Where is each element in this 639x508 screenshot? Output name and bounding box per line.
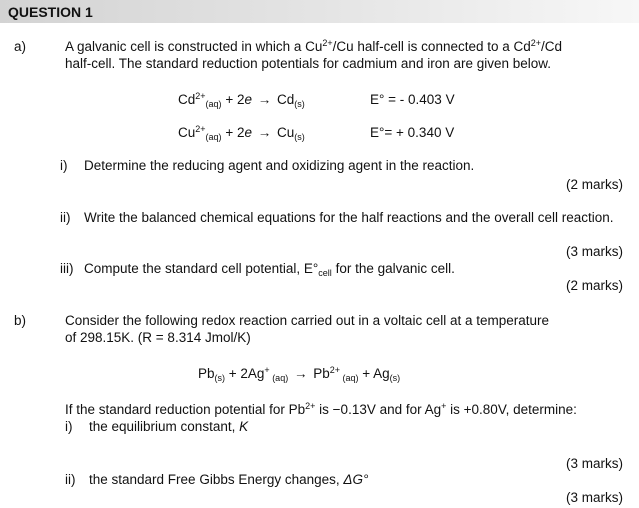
part-b-ii-text: the standard Free Gibbs Energy changes, ΔG° xyxy=(89,472,369,487)
part-b-intro-line1: Consider the following redox reaction carried out in a voltaic cell at a temperature xyxy=(65,313,550,328)
part-b-ii-label: ii) xyxy=(65,472,76,487)
part-b-ii-marks: (3 marks) xyxy=(566,490,623,505)
question-title: QUESTION 1 xyxy=(8,4,93,20)
part-b-i-text: the equilibrium constant, K xyxy=(89,419,249,434)
part-a-label: a) xyxy=(14,39,27,54)
redox-reaction-equation: $Pb_{(s)} + 2Ag^+$ $_{(aq)} \to Pb^{2+}$ $_{(aq)} + Ag_{(s)}$ xyxy=(198,365,401,383)
part-b-label: b) xyxy=(14,313,27,328)
part-a-ii-label: ii) xyxy=(60,210,71,225)
part-a-iii-text: Compute the standard cell potential, $E^\circ_{cell}$ for the galvanic cell. xyxy=(84,261,455,278)
part-b-condition: If the standard reduction potential for $Pb^{2+}$ is −0.13V and for Ag+ is +0.80V, determine: xyxy=(65,401,577,417)
part-a-ii-marks: (3 marks) xyxy=(566,244,623,259)
part-b-i-marks: (3 marks) xyxy=(566,456,623,471)
part-a-intro-line2: half-cell. The standard reduction potentials for cadmium and iron are given below. xyxy=(65,56,552,71)
question-header-bar xyxy=(0,0,639,23)
copper-half-equation: $Cu^{2+}_{(aq)} + 2e \to Cu_{(s)}$ xyxy=(178,124,305,142)
part-b-intro-line2: of 298.15K. (R = 8.314 Jmol/K) xyxy=(65,330,251,345)
cadmium-potential: E° = - 0.403 V xyxy=(370,92,455,107)
part-a-i-text: Determine the reducing agent and oxidizing agent in the reaction. xyxy=(84,158,475,173)
part-a-i-label: i) xyxy=(60,158,68,173)
part-a-iii-label: iii) xyxy=(60,261,74,276)
cadmium-half-equation: $Cd^{2+}_{(aq)} + 2e \to Cd_{(s)}$ xyxy=(178,91,305,109)
copper-potential: E°= + 0.340 V xyxy=(370,125,455,140)
part-b-i-label: i) xyxy=(65,419,73,434)
part-a-i-marks: (2 marks) xyxy=(566,177,623,192)
part-a-ii-text: Write the balanced chemical equations for the half reactions and the overall cell reaction. xyxy=(84,210,614,225)
part-a-iii-marks: (2 marks) xyxy=(566,278,623,293)
part-a-intro-line1: A galvanic cell is constructed in which a $Cu^{2+}/Cu$ half-cell is connected to a $Cd^{2+}/Cd$ xyxy=(65,38,563,54)
